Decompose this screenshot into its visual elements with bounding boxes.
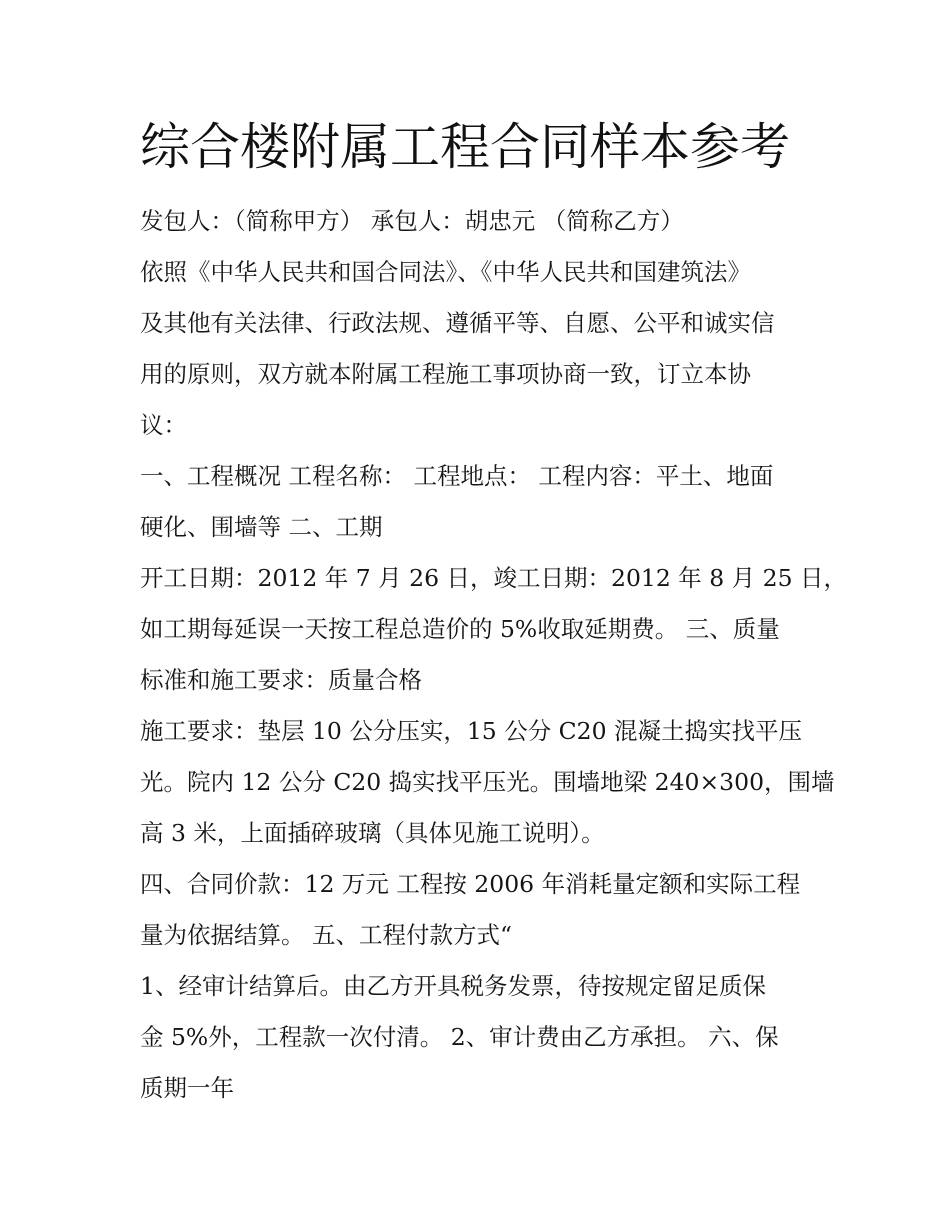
- text-line: 及其他有关法律、行政法规、遵循平等、自愿、公平和诚实信: [140, 309, 775, 337]
- text-line: 开工日期：2012 年 7 月 26 日，竣工日期：2012 年 8 月 25 日，: [140, 564, 848, 592]
- text-line: 标准和施工要求：质量合格: [140, 666, 422, 694]
- document-title: 综合楼附属工程合同样本参考: [140, 118, 790, 176]
- text-line: 施工要求：垫层 10 公分压实，15 公分 C20 混凝土捣实找平压: [140, 717, 803, 745]
- text-line: 金 5%外，工程款一次付清。 2、审计费由乙方承担。 六、保: [140, 1023, 779, 1051]
- text-line: 1、经审计结算后。由乙方开具税务发票，待按规定留足质保: [140, 972, 766, 1000]
- text-line: 光。院内 12 公分 C20 捣实找平压光。围墙地梁 240×300，围墙: [140, 768, 835, 796]
- text-line: 发包人：（简称甲方） 承包人：胡忠元 （简称乙方）: [140, 207, 684, 235]
- text-line: 如工期每延误一天按工程总造价的 5%收取延期费。 三、质量: [140, 615, 780, 643]
- text-line: 硬化、围墙等 二、工期: [140, 513, 383, 541]
- text-line: 质期一年: [140, 1074, 234, 1102]
- text-line: 高 3 米，上面插碎玻璃（具体见施工说明）。: [140, 819, 605, 847]
- document-body: [140, 196, 848, 1114]
- text-line: 用的原则，双方就本附属工程施工事项协商一致，订立本协: [140, 360, 751, 388]
- text-line: 量为依据结算。 五、工程付款方式“: [140, 921, 512, 949]
- text-line: 一、工程概况 工程名称： 工程地点： 工程内容：平土、地面: [140, 462, 774, 490]
- text-line: 四、合同价款：12 万元 工程按 2006 年消耗量定额和实际工程: [140, 870, 801, 898]
- text-line: 议：: [140, 411, 187, 439]
- text-line: 依照《中华人民共和国合同法》、《中华人民共和国建筑法》: [140, 258, 751, 286]
